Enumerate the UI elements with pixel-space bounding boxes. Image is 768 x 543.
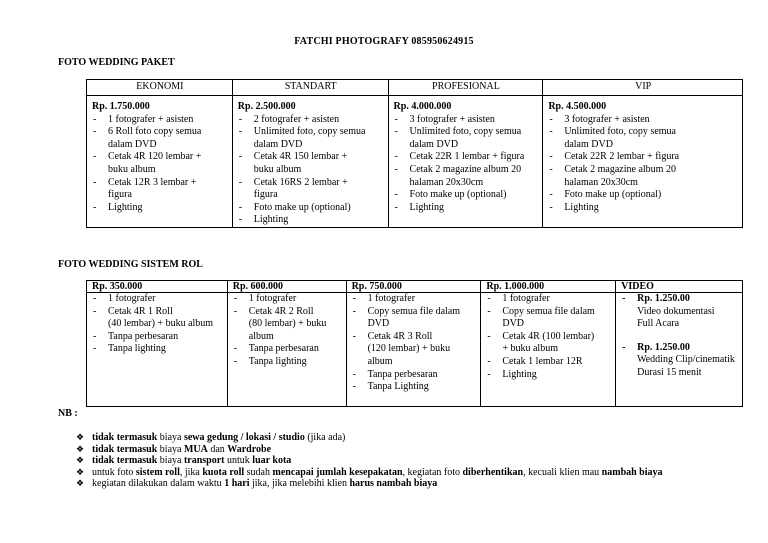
list-item: - Lighting xyxy=(92,202,228,215)
rol-cell-2 xyxy=(227,293,346,407)
diamond-bullet-icon: ❖ xyxy=(76,455,85,465)
list-item: (80 lembar) + buku xyxy=(248,318,327,330)
list-item: dalam DVD xyxy=(409,138,459,150)
diamond-bullet-icon: ❖ xyxy=(76,443,85,454)
list-item: - Copy semua file dalam xyxy=(352,306,477,319)
diamond-bullet-icon: ❖ xyxy=(76,432,85,442)
list-item: - Cetak 4R 3 Roll xyxy=(352,331,477,344)
list-item: - Lighting xyxy=(238,214,384,227)
list-item: - Cetak 16RS 2 lembar + xyxy=(238,177,384,190)
list-item: - 3 fotografer + asisten xyxy=(548,114,738,127)
list-item: - Cetak 4R 120 lembar + xyxy=(92,151,228,164)
notes-list xyxy=(76,432,663,490)
paket-cell-profesional xyxy=(388,96,543,228)
list-item: - Tanpa lighting xyxy=(233,356,342,369)
rol-cell-1 xyxy=(87,293,228,407)
list-item: dalam DVD xyxy=(564,138,613,150)
list-item: - Cetak 22R 1 lembar + figura xyxy=(394,151,539,164)
paket-heading: FOTO WEDDING PAKET xyxy=(58,57,175,68)
diamond-bullet-icon: ❖ xyxy=(76,478,85,488)
price: Rp. 350.000 xyxy=(87,281,228,293)
list-item: DVD xyxy=(502,318,525,330)
list-item: - 2 fotografer + asisten xyxy=(238,114,384,127)
list-item: album xyxy=(248,330,274,342)
list-item: dalam DVD xyxy=(253,138,303,150)
rol-cell-3 xyxy=(346,293,481,407)
list-item: figura xyxy=(253,189,278,201)
list-item: (120 lembar) + buku xyxy=(367,343,451,355)
list-item: - Foto make up (optional) xyxy=(548,189,738,202)
list-item: - 1 fotografer xyxy=(92,293,223,306)
rol-cell-video xyxy=(616,293,743,407)
list-item: + buku album xyxy=(502,343,558,355)
list-item: - 1 fotografer xyxy=(233,293,342,306)
video-price-1: - Rp. 1.250.00 xyxy=(621,293,738,306)
note-item: ❖ untuk foto sistem roll, jika kuota roll sudah mencapai jumlah kesepakatan, kegiatan foto diberhentikan, kecuali klien mau nambah biaya xyxy=(76,466,663,478)
col-ekonomi: EKONOMI xyxy=(87,80,233,96)
list-item: DVD xyxy=(367,318,390,330)
rol-cell-4 xyxy=(481,293,616,407)
rol-body-row xyxy=(87,293,743,407)
note-item: ❖ tidak termasuk biaya transport untuk luar kota xyxy=(76,455,292,466)
list-item: - Foto make up (optional) xyxy=(394,189,539,202)
video-price-2: - Rp. 1.250.00 xyxy=(621,342,738,355)
list-item: - 1 fotografer xyxy=(352,293,477,306)
paket-header-row xyxy=(87,80,743,96)
list-item: (40 lembar) + buku album xyxy=(108,318,214,330)
list-item: - Tanpa Lighting xyxy=(352,381,477,394)
list-item: - Cetak 2 magazine album 20 xyxy=(394,164,539,177)
list-item: Wedding Clip/cinematik xyxy=(637,354,735,366)
list-item: - Unlimited foto, copy semua xyxy=(238,126,384,139)
list-item: halaman 20x30cm xyxy=(409,176,484,188)
list-item: figura xyxy=(108,189,132,201)
price: Rp. 750.000 xyxy=(346,281,481,293)
price: Rp. 2.500.000 xyxy=(237,101,296,112)
list-item: - Cetak 12R 3 lembar + xyxy=(92,177,228,190)
price: Rp. 4.500.000 xyxy=(548,101,607,112)
list-item: - Lighting xyxy=(548,202,738,215)
price: Rp. 1.000.000 xyxy=(481,281,616,293)
price: Rp. 4.000.000 xyxy=(393,101,452,112)
paket-cell-vip xyxy=(543,96,743,228)
list-item: dalam DVD xyxy=(108,138,157,150)
list-item: halaman 20x30cm xyxy=(564,176,638,188)
list-item: - Tanpa perbesaran xyxy=(352,369,477,382)
list-item: - Cetak 4R 1 Roll xyxy=(92,306,223,319)
list-item: - Lighting xyxy=(394,202,539,215)
list-item: buku album xyxy=(253,163,302,175)
list-item: - Unlimited foto, copy semua xyxy=(548,126,738,139)
paket-cell-standart xyxy=(232,96,388,228)
nb-label: NB : xyxy=(58,408,78,419)
note-item: ❖ tidak termasuk biaya sewa gedung / lokasi / studio (jika ada) xyxy=(76,432,346,443)
rol-heading: FOTO WEDDING SISTEM ROL xyxy=(58,259,203,270)
list-item: - Copy semua file dalam xyxy=(486,306,611,319)
list-item: Full Acara xyxy=(637,318,680,330)
list-item: - Cetak 4R 2 Roll xyxy=(233,306,342,319)
list-item: - Cetak 4R 150 lembar + xyxy=(238,151,384,164)
list-item: - Cetak 1 lembar 12R xyxy=(486,356,611,369)
list-item: - Tanpa perbesaran xyxy=(233,343,342,356)
paket-table xyxy=(86,79,743,228)
price: Rp. 1.750.000 xyxy=(92,101,150,112)
list-item: - Unlimited foto, copy semua xyxy=(394,126,539,139)
list-item: buku album xyxy=(108,163,156,175)
price: VIDEO xyxy=(616,281,743,293)
list-item: - Tanpa lighting xyxy=(92,343,223,356)
col-vip: VIP xyxy=(543,80,743,96)
list-item: - Foto make up (optional) xyxy=(238,202,384,215)
list-item: - 3 fotografer + asisten xyxy=(394,114,539,127)
spacer xyxy=(621,331,738,342)
col-standart: STANDART xyxy=(232,80,388,96)
list-item: - 1 fotografer + asisten xyxy=(92,114,228,127)
list-item: - Cetak 22R 2 lembar + figura xyxy=(548,151,738,164)
list-item: Durasi 15 menit xyxy=(637,366,702,378)
diamond-bullet-icon: ❖ xyxy=(76,466,85,477)
rol-table xyxy=(86,280,743,407)
price: Rp. 600.000 xyxy=(227,281,346,293)
list-item: Video dokumentasi xyxy=(637,305,715,317)
note-item: ❖ tidak termasuk biaya MUA dan Wardrobe xyxy=(76,443,272,455)
list-item: - Cetak 2 magazine album 20 xyxy=(548,164,738,177)
note-item: ❖ kegiatan dilakukan dalam waktu 1 hari jika, jika melebihi klien harus nambah biaya xyxy=(76,478,438,489)
col-profesional: PROFESIONAL xyxy=(388,80,543,96)
list-item: album xyxy=(367,355,393,367)
page-title: FATCHI PHOTOGRAFY 085950624915 xyxy=(294,36,474,47)
paket-body-row xyxy=(87,96,743,228)
list-item: - Lighting xyxy=(486,369,611,382)
rol-header-row xyxy=(87,281,743,293)
list-item: - Cetak 4R (100 lembar) xyxy=(486,331,611,344)
list-item: - 1 fotografer xyxy=(486,293,611,306)
list-item: - Tanpa perbesaran xyxy=(92,331,223,344)
list-item: - 6 Roll foto copy semua xyxy=(92,126,228,139)
paket-cell-ekonomi xyxy=(87,96,233,228)
